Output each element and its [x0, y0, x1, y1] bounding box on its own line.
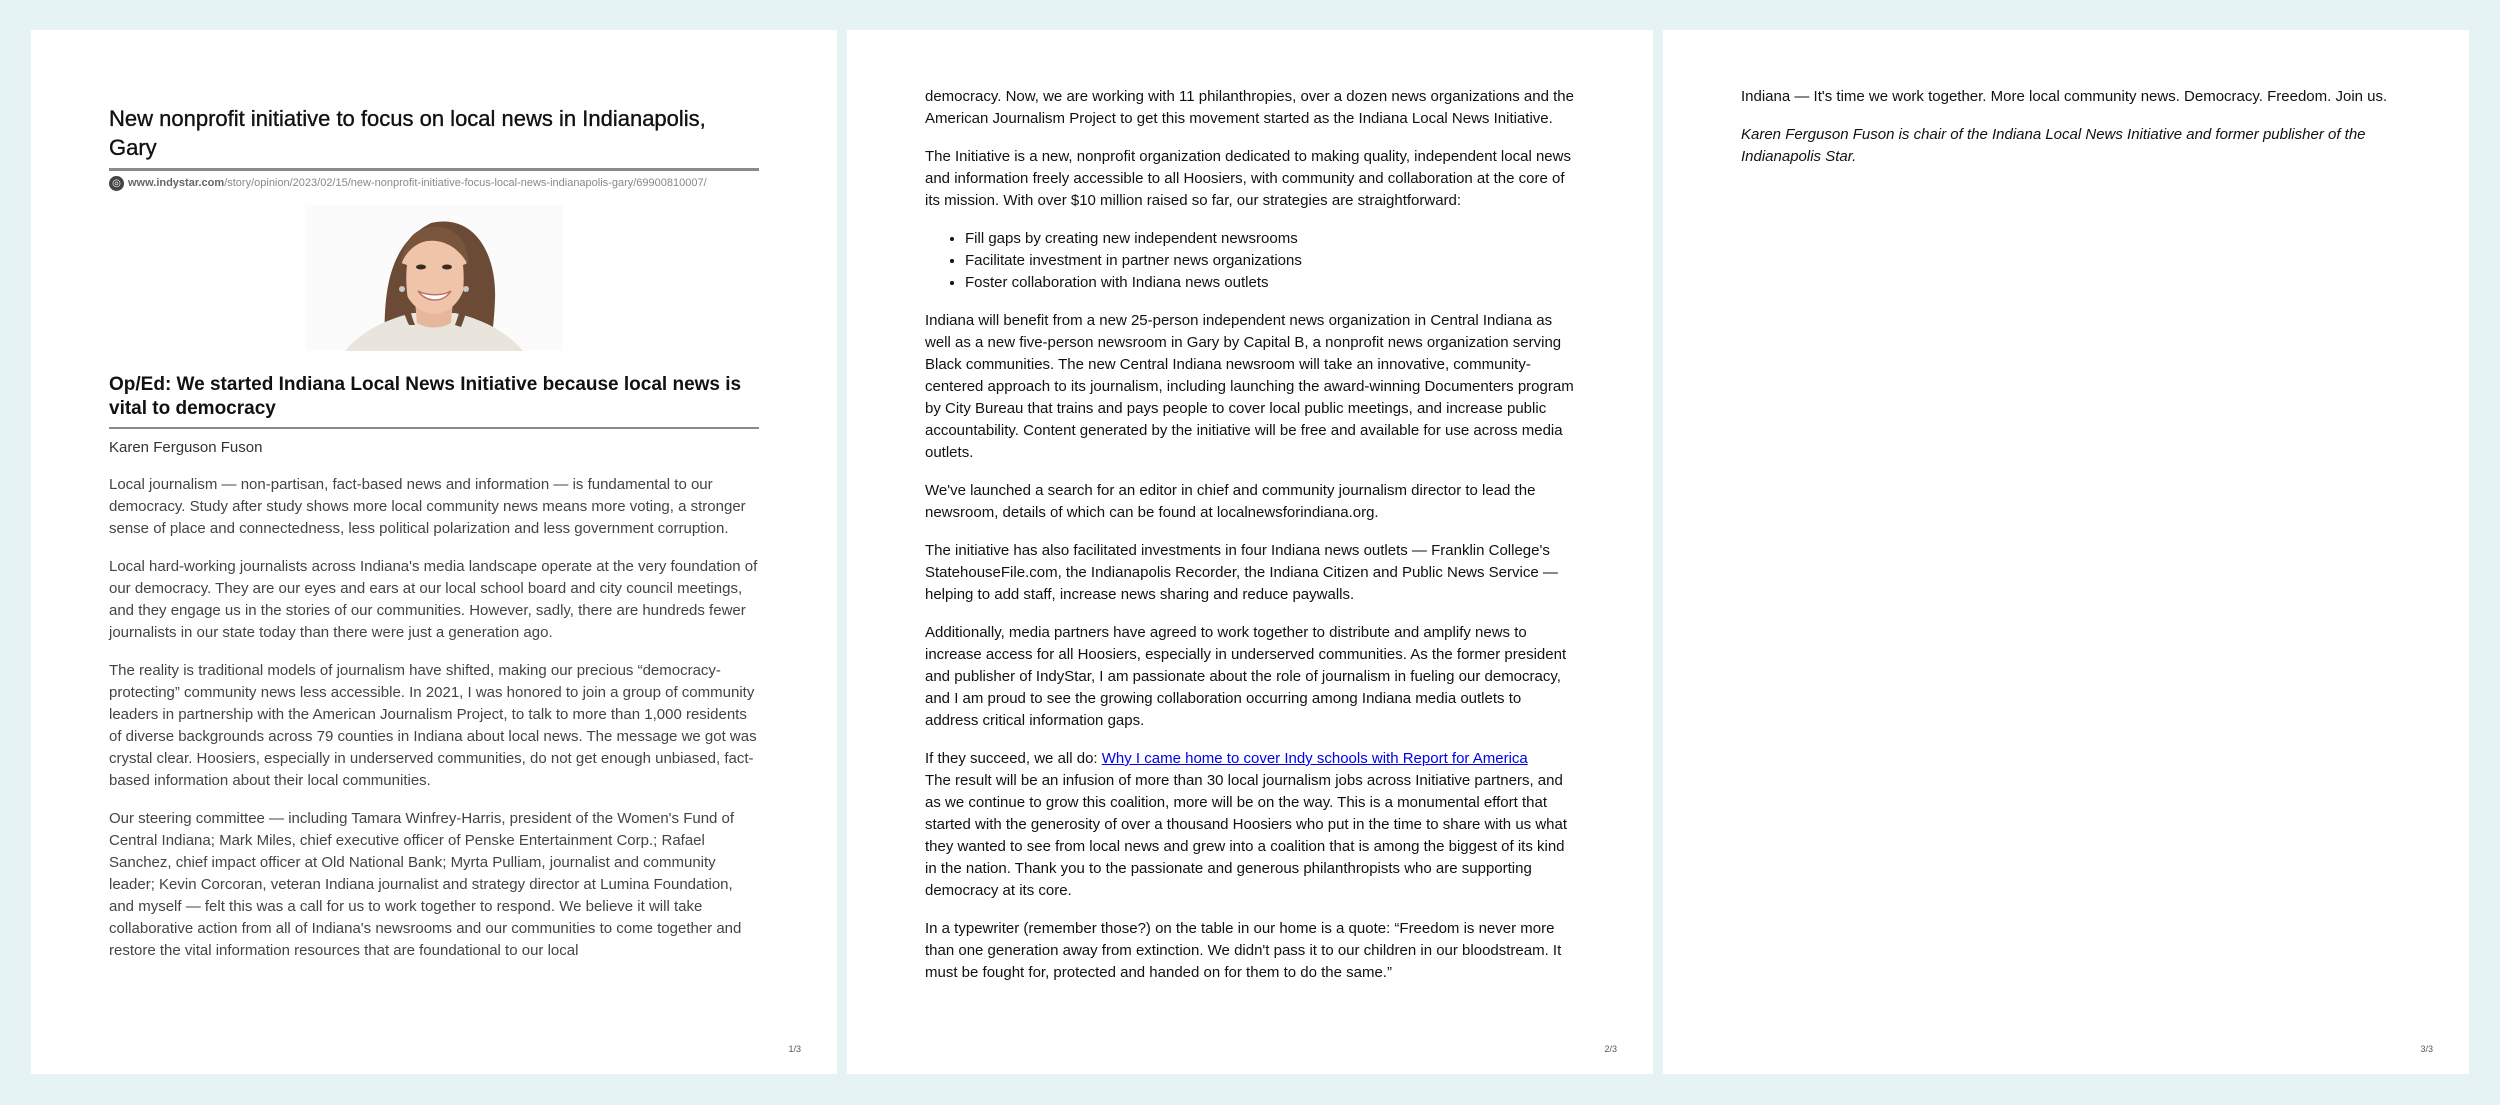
paragraph: The Initiative is a new, nonprofit organization dedicated to making quality, independent local news and information freely accessible to all Hoosiers, with community and collaboration at the core of its mission. With over $10 million raised so far, our strategies are straightforward: [925, 148, 1571, 209]
document-page-1 [31, 30, 837, 1074]
author-photo [305, 205, 563, 351]
globe-icon: ◎ [109, 176, 124, 191]
subtitle-divider [109, 427, 759, 429]
article-subtitle: Op/Ed: We started Indiana Local News Initiative because local news is vital to democracy [109, 374, 742, 419]
author-portrait-image [305, 205, 563, 351]
list-item: • Fill gaps by creating new independent newsrooms [965, 228, 1575, 250]
list-item: • Foster collaboration with Indiana news outlets [965, 272, 1575, 294]
paragraph: The initiative has also facilitated investments in four Indiana news outlets — Franklin College's StatehouseFile.com, the Indianapolis Recorder, the Indiana Citizen and Public News Service — helping to add staff, increase news sharing and reduce paywalls. [925, 542, 1558, 603]
paragraph: The reality is traditional models of journalism have shifted, making our precious “democracy-protecting” community news less accessible. In 2021, I was honored to join a group of community leaders in partnership with the American Journalism Project, to talk to more than 1,000 residents of diverse backgrounds across 79 counties in Indiana about local news. The message we got was crystal clear. Hoosiers, especially in underserved communities, do not get enough unbiased, fact-based information about their local communities. [109, 662, 757, 789]
paragraph: Indiana will benefit from a new 25-person independent news organization in Central Indiana as well as a new five-person newsroom in Gary by Capital B, a nonprofit news organization serving Black communities. The new Central Indiana newsroom will take an innovative, community-centered approach to its journalism, including launching the award-winning Documenters program by City Bureau that trains and pays people to cover local public meetings, and increase public accountability. Content generated by the initiative will be free and available for use across media outlets. [925, 312, 1574, 461]
paragraph: We've launched a search for an editor in chief and community journalism director to lead the newsroom, details of which can be found at localnewsforindiana.org. [925, 482, 1536, 521]
paragraph: Additionally, media partners have agreed to work together to distribute and amplify news to increase access for all Hoosiers, especially in underserved communities. As the former president and publisher of IndyStar, I am passionate about the role of journalism in fueling our democracy, and I am proud to see the growing collaboration occurring among Indiana media outlets to address critical information gaps. [925, 624, 1567, 729]
document-page-2 [847, 30, 1653, 1074]
paragraph-with-link [925, 748, 1575, 902]
page-1-content [109, 30, 759, 962]
page-3-content [1741, 86, 2391, 184]
paragraph: Our steering committee — including Tamara Winfrey-Harris, president of the Women's Fund of Central Indiana; Mark Miles, chief executive officer of Penske Entertainment Corp.; Rafael Sanchez, chief impact officer at Old National Bank; Myrta Pulliam, journalist and community leader; Kevin Corcoran, veteran Indiana journalist and strategy director at Lumina Foundation, and myself — felt this was a call for us to work together to respond. We believe it will take collaborative action from all of Indiana's newsrooms and our communities to come together and restore the vital information resources that are foundational to our local [109, 810, 742, 959]
link-followup-text: The result will be an infusion of more than 30 local journalism jobs across Initiative partners, and as we continue to grow this coalition, more will be on the way. This is a monumental effort that started with the generosity of over a thousand Hoosiers who put in the time to share with us what they wanted to see from local news and grew into a coalition that is among the biggest of its kind in the nation. Thank you to the passionate and generous philanthropists who are supporting democracy at its core. [925, 772, 1568, 899]
source-url [109, 175, 759, 191]
page-2-content [925, 86, 1575, 1000]
paragraph: Local journalism — non-partisan, fact-based news and information — is fundamental to our democracy. Study after study shows more local community news means more voting, a stronger sense of place and connectedness, less political polarization and less government corruption. [109, 476, 746, 537]
author-byline: Karen Ferguson Fuson [109, 439, 263, 456]
paragraph: Indiana — It's time we work together. More local community news. Democracy. Freedom. Join us. [1741, 88, 2388, 105]
link-prefix: If they succeed, we all do: [925, 750, 1102, 767]
paragraph: In a typewriter (remember those?) on the table in our home is a quote: “Freedom is never more than one generation away from extinction. We didn't pass it to our children in our bloodstream. It must be fought for, protected and handed on for them to do the same.” [925, 920, 1562, 981]
strategy-list [925, 228, 1575, 294]
url-path: /story/opinion/2023/02/15/new-nonprofit-initiative-focus-local-news-indianapolis-gary/69900810007/ [224, 177, 707, 189]
list-item: • Facilitate investment in partner news organizations [965, 250, 1575, 272]
title-divider [109, 168, 759, 171]
article-title: New nonprofit initiative to focus on local news in Indianapolis, Gary [109, 106, 706, 160]
author-note: Karen Ferguson Fuson is chair of the Indiana Local News Initiative and former publisher of the Indianapolis Star. [1741, 126, 2366, 165]
document-page-3 [1663, 30, 2469, 1074]
page-number: 3/3 [2420, 1044, 2433, 1054]
page-number: 2/3 [1604, 1044, 1617, 1054]
related-article-link[interactable]: Why I came home to cover Indy schools with Report for America [1101, 750, 1528, 767]
url-domain: www.indystar.com [128, 177, 225, 189]
page-number: 1/3 [788, 1044, 801, 1054]
paragraph: democracy. Now, we are working with 11 philanthropies, over a dozen news organizations and the American Journalism Project to get this movement started as the Indiana Local News Initiative. [925, 88, 1574, 127]
paragraph: Local hard-working journalists across Indiana's media landscape operate at the very foundation of our democracy. They are our eyes and ears at our local school board and city council meetings, and they engage us in the stories of our communities. However, sadly, there are hundreds fewer journalists in our state today than there were just a generation ago. [109, 558, 758, 641]
